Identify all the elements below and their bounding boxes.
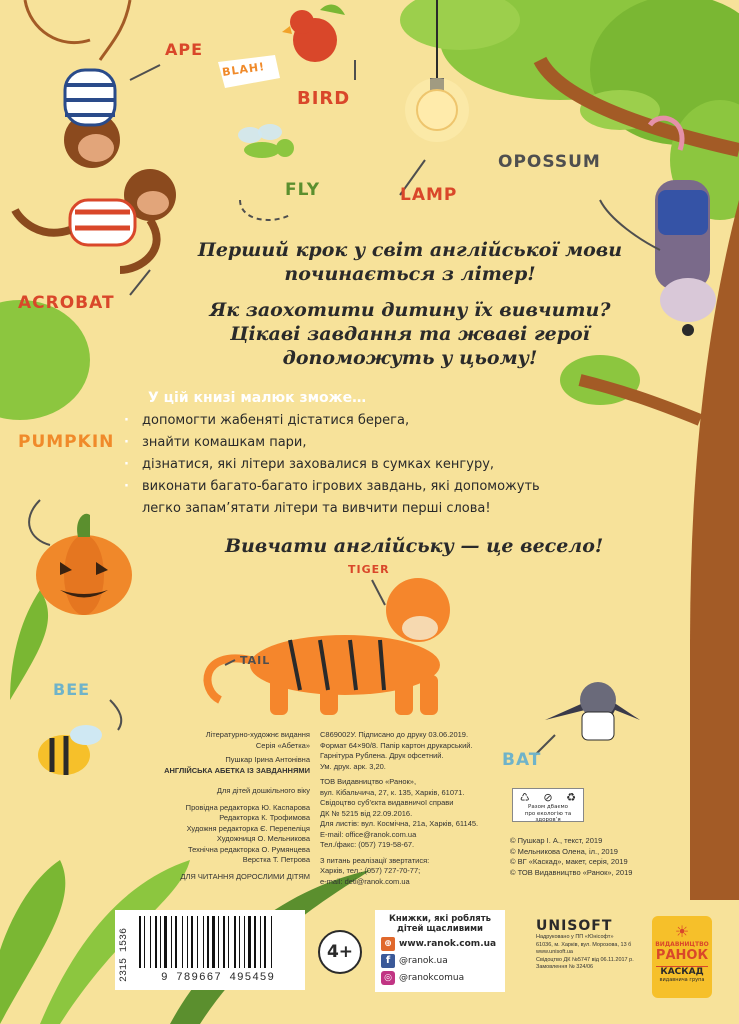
- label-tail: TAIL: [240, 654, 271, 667]
- label-tiger: TIGER: [348, 563, 390, 576]
- promo-tagline: Книжки, які роблять дітей щасливими: [388, 914, 492, 934]
- headline-line: Перший крок у світ англійської мови: [197, 239, 623, 261]
- fun-slogan: Вивчати англійську — це весело!: [225, 535, 604, 557]
- printer-details: Надруковано у ПП «Юнісофт» 61036, м. Харків, вул. Морозова, 13 б www.unisoft.ua Свідоцтво ДК №5747 від 06.11.2017 р. Замовлення № 324/06: [536, 934, 634, 970]
- bird-illustration: [282, 5, 345, 62]
- promo-facebook[interactable]: f @ranok.ua: [381, 954, 499, 968]
- headline-line: починається з літер!: [284, 263, 536, 285]
- eco-caption: Разом дбаємо про екологію та здоров’я: [524, 804, 572, 823]
- copyright: © Пушкар І. А., текст, 2019 © Мельникова Олена, іл., 2019 © ВГ «Каскад», макет, серія, 2019 © ТОВ Видавництво «Ранок», 2019: [510, 836, 633, 877]
- recycle-arrows-icon: ♻: [566, 791, 577, 804]
- barcode-number: 9 789667 495459: [160, 972, 276, 984]
- label-bat: BAT: [502, 750, 542, 770]
- promo-instagram[interactable]: ◎ @ranokcomua: [381, 971, 499, 985]
- list-title: У цій книзі малюк зможе…: [148, 390, 367, 406]
- feature-list: [120, 410, 600, 520]
- list-item: · виконати багато-багато ігрових завдань, які допоможуть: [124, 479, 540, 494]
- label-bee: BEE: [53, 680, 91, 699]
- bat-illustration: [545, 682, 640, 740]
- bee-illustration: [38, 725, 102, 775]
- headline-line: Як заохотити дитину їх вивчити?: [209, 299, 611, 321]
- acrobat-illustration: [15, 169, 176, 270]
- printer-info: [536, 918, 646, 972]
- label-acrobat: ACROBAT: [18, 293, 115, 313]
- printer-name: UNISOFT: [536, 918, 613, 934]
- sun-icon: ☀: [674, 922, 690, 941]
- list-item: легко запам’ятати літери та вивчити перші слова!: [142, 501, 491, 516]
- promo-site[interactable]: ⊕ www.ranok.com.ua: [381, 937, 499, 951]
- label-bird: BIRD: [297, 88, 351, 109]
- pumpkin-illustration: [36, 514, 132, 615]
- facebook-icon: f: [381, 954, 395, 968]
- imprint-middle: С869002У. Підписано до друку 03.06.2019. Формат 64×90/8. Папір картон друкарський. Гарнітура Рублена. Друк офсетний. Ум. друк. арк. 3,20. ТОВ Видавництво «Ранок», вул. Кібальчича, 27, к. 135, Харків, 61071. Свідоцтво суб’єкта видавничої справи ДК № 5215 від 22.09.2016. Для листів: вул. Космічна, 21а, Харків, 61145. E-mail: office@ranok.com.ua Тел./факс: (057) 719-58-67. З питань реалізації звертатися: Харків, тел.: (057) 727-70-77; e-mail: deti@ranok.com.ua: [320, 730, 479, 886]
- headline-line: Цікаві завдання та жваві герої: [230, 323, 590, 345]
- label-ape: APE: [165, 40, 204, 59]
- no-trash-icon: ⊘: [543, 791, 553, 804]
- label-opossum: OPOSSUM: [498, 152, 601, 172]
- label-blah: BLAH!: [221, 60, 266, 79]
- tiger-illustration: [208, 578, 450, 715]
- list-item: · знайти комашкам пари,: [124, 435, 307, 450]
- eco-icons: [513, 789, 583, 804]
- eco-box: [512, 788, 584, 822]
- list-item: · дізнатися, які літери заховалися в сумках кенгуру,: [124, 457, 495, 472]
- fly-illustration: [238, 124, 294, 158]
- ape-illustration: [64, 70, 120, 168]
- recycle-icon: ♺: [519, 791, 530, 804]
- label-pumpkin: PUMPKIN: [18, 432, 115, 452]
- barcode-icon: [137, 916, 299, 971]
- list-item: · допомогти жабеняті дістатися берега,: [124, 413, 410, 428]
- headline-line: допоможуть у цьому!: [282, 347, 538, 369]
- promo-block: [375, 910, 505, 992]
- imprint-left: Літературно-художнє видання Серія «Абетка» Пушкар Ірина Антонівна АНГЛІЙСЬКА АБЕТКА ІЗ ЗАВДАННЯМИ Для дітей дошкільного віку Провідна редакторка Ю. Каспарова Редакторка К. Трофимова Художня редакторка Є. Перепеліця Художниця О. Мельникова Технічна редакторка О. Румянцева Верстка Т. Петрова ДЛЯ ЧИТАННЯ ДОРОСЛИМИ ДІТЯМ: [164, 730, 310, 881]
- label-lamp: LAMP: [400, 185, 458, 205]
- web-icon: ⊕: [381, 937, 395, 951]
- barcode-block: [115, 910, 305, 990]
- label-fly: FLY: [285, 180, 321, 200]
- age-badge: 4+: [318, 930, 362, 974]
- instagram-icon: ◎: [381, 971, 395, 985]
- isbn-side: 2315 1536: [119, 927, 130, 982]
- publisher-logo: ☀ ВИДАВНИЦТВО РАНОК КАСКАД видавнича група: [652, 916, 712, 998]
